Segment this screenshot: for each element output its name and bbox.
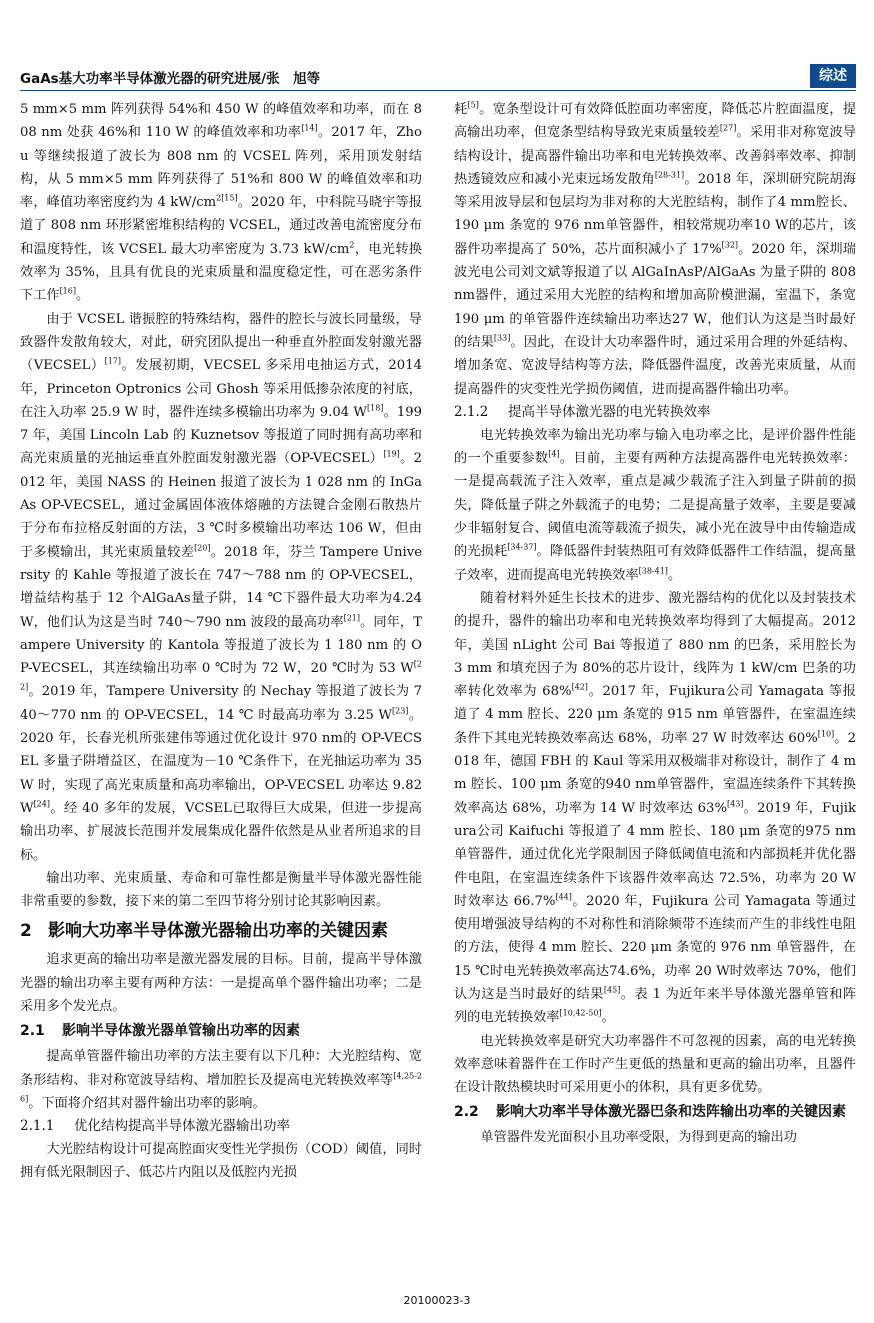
paragraph-vcsel-array: 5 mm×5 mm 阵列获得 54%和 450 W 的峰值效率和功率，而在 808 nm 处获 46%和 110 W 的峰值效率和功率[14]。2017 年，Zhou 等继续报道了波长为 808 nm 的 VCSEL 阵列，采用顶发射结构，从 5 mm×5 mm 阵列获得了 51%和 800 W 的峰值效率和功率，峰值功率密度约为 4 $kW/cm^{2[15]}$。2020 年，中科院马晓宇等报道了 808 nm 环形紧密堆积结构的 VCSEL，通过改善电流密度分布和温度特性，该 VCSEL 最大功率密度为 3.73 $kW/cm^2$，电光转换效率为 35%，且具有优良的光束质量和温度稳定性，可在恶劣条件下工作[16]。 — [20, 102, 422, 304]
section-number: 2 — [20, 921, 32, 942]
right-column — [454, 98, 856, 1278]
page-number: 20100023-3 — [403, 1294, 471, 1307]
paragraph-large-cavity: 大光腔结构设计可提高腔面灾变性光学损伤（COD）阈值，同时拥有低光限制因子、低芯片内阻以及低腔内光损 — [20, 1142, 422, 1181]
paragraph-parameters: 输出功率、光束质量、寿命和可靠性都是衡量半导体激光器性能非常重要的参数，接下来的第二至四节将分别讨论其影响因素。 — [20, 870, 422, 910]
section-heading-2 — [20, 919, 422, 944]
paragraph-bar-stack: 单管器件发光面积小且功率受限，为得到更高的输出功 — [480, 1130, 797, 1146]
subsubsection-heading-2-1-2 — [454, 401, 856, 424]
subsubsection-number: 2.1.2 — [454, 403, 489, 420]
paragraph-single-emitter: 提高单管器件输出功率的方法主要有以下几种：大光腔结构、宽条形结构、非对称宽波导结构、增加腔长及提高电光转换效率等[4,25-26]。下面将介绍其对器件输出功率的影响。 — [20, 1049, 422, 1111]
paragraph-output-power: 追求更高的输出功率是激光器发展的目标。目前，提高半导体激光器的输出功率主要有两种方法：一是提高单个器件输出功率；二是采用多个发光点。 — [20, 952, 422, 1014]
running-header — [20, 64, 856, 90]
subsubsection-title: 提高半导体激光器的电光转换效率 — [508, 403, 711, 420]
left-column — [20, 98, 422, 1278]
subsection-number: 2.2 — [454, 1104, 479, 1121]
subsubsection-number: 2.1.1 — [20, 1118, 55, 1135]
subsection-heading-2-2 — [454, 1101, 856, 1124]
section-title: 影响大功率半导体激光器输出功率的关键因素 — [48, 921, 388, 942]
paragraph-wide-stripe: 耗[5]。宽条型设计可有效降低腔面功率密度，降低芯片腔面温度，提高输出功率，但宽条型结构导致光束质量较差[27]。采用非对称宽波导结构设计，提高器件输出功率和电光转换效率、改善斜率效率、抑制热透镜效应和减小光束远场发散角[28-31]。2018 年，深圳研究院胡海等采用波导层和包层均为非对称的大光腔结构，制作了4 mm腔长、190 μm 条宽的 976 nm单管器件，相较常规功率10 W的芯片，该器件功率提高了 50%，芯片面积减小了 17%[32]。2020 年，深圳瑞波光电公司刘文斌等报道了以 AlGaInAsP/AlGaAs 为量子阱的 808 nm器件，通过采用大光腔的结构和增加高阶模泄漏，室温下，条宽 190 μm 的单管器件连续输出功率达27 W，他们认为这是当时最好的结果[33]。因此，在设计大功率器件时，通过采用合理的外延结构、增加条宽、宽波导结构等方法，降低器件温度，改善光束质量，从而提高器件的灾变性光学损伤阈值，进而提高器件输出功率。 — [454, 100, 856, 397]
subsection-heading-2-1 — [20, 1020, 422, 1043]
paragraph-efficiency-progress: 随着材料外延生长技术的进步、激光器结构的优化以及封装技术的提升，器件的输出功率和电光转换效率均得到了大幅提高。2012 年，美国 nLight 公司 Bai 等报道了 880 nm 的巴条，采用腔长为 3 mm 和填充因子为 80%的芯片设计，线阵为 1 kW/cm 巴条的功率转化效率为 68%[42]。2017 年，Fujikura公司 Yamagata 等报道了 4 mm 腔长、220 μm 条宽的 915 nm 单管器件，在室温连续条件下其电光转换效率高达 68%，功率 27 W 时效率达 60%[10]。2018 年，德国 FBH 的 Kaul 等采用双极端非对称设计，制作了 4 mm 腔长、100 μm 条宽的940 nm单管器件，室温连续条件下其转换效率高达 68%，功率为 14 W 时效率达 63%[43]。2019 年，Fujikura公司 Kaifuchi 等报道了 4 mm 腔长、180 μm 条宽的975 nm单管器件，通过优化光学限制因子降低阈值电流和内部损耗并优化器件电阻，在室温连续条件下该器件效率高达 72.5%，功率为 20 W 时效率达 66.7%[44]。2020 年，Fujikura 公司 Yamagata 等通过使用增强波导结构的不对称性和消除频带不连续而产生的非线性电阻的方法，使得 4 mm 腔长、220 μm 条宽的 976 nm 单管器件，在 15 ℃时电光转换效率高达74.6%，功率 20 W时效率达 70%，他们认为这是当时最好的结果[45]。表 1 为近年来半导体激光器单管和阵列的电光转换效率[10,42-50]。 — [454, 590, 856, 1026]
subsection-title: 影响大功率半导体激光器巴条和迭阵输出功率的关键因素 — [496, 1104, 846, 1121]
paragraph-conversion-efficiency: 电光转换效率为输出光功率与输入电功率之比，是评价器件性能的一个重要参数[4]。目前，主要有两种方法提高器件电光转换效率：一是提高载流子注入效率，重点是减少载流子注入到量子阱前的损失，降低量子阱之外载流子的电势；二是提高量子效率，主要是要减少非辐射复合、阈值电流等载流子损失，减小光在波导中由传输造成的光损耗[34-37]。降低器件封装热阻可有效降低器件工作结温，提高量子效率，进而提高电光转换效率[38-41]。 — [454, 427, 856, 583]
paragraph-efficiency-importance: 电光转换效率是研究大功率器件不可忽视的因素，高的电光转换效率意味着器件在工作时产生更低的热量和更高的输出功率，且器件在设计散热模块时可采用更小的体积，具有更多优势。 — [454, 1033, 856, 1096]
subsubsection-heading-2-1-1 — [20, 1115, 422, 1138]
section-badge: 综述 — [810, 64, 856, 88]
subsection-number: 2.1 — [20, 1023, 45, 1040]
header-rule — [20, 90, 856, 91]
paragraph-vecsel: 由于 VCSEL 谐振腔的特殊结构，器件的腔长与波长同量级，导致器件发散角较大，对此，研究团队提出一种垂直外腔面发射激光器（VECSEL）[17]。发展初期，VECSEL 多采用电抽运方式，2014 年，Princeton Optronics 公司 Ghosh 等采用低掺杂浓度的衬底，在注入功率 25.9 W 时，器件连续多模输出功率为 9.04 W[18]。1997 年，美国 Lincoln Lab 的 Kuznetsov 等报道了同时拥有高功率和高光束质量的光抽运垂直外腔面发射激光器（OP-VECSEL）[19]。2012 年，美国 NASS 的 Heinen 报道了波长为 1 028 nm 的 InGaAs OP-VECSEL，通过金属固体液体熔融的方法键合金刚石散热片于分布布拉格反射面的方法，3 ℃时多模输出功率达 106 W，但由于多模输出，其光束质量较差[20]。2018 年，芬兰 Tampere University 的 Kahle 等报道了波长在 747～788 nm 的 OP-VECSEL，增益结构基于 12 个AlGaAs量子阱，14 ℃下器件最大功率为4.24 W，他们认为这是当时 740～790 nm 波段的最高功率[21]。同年，Tampere University 的 Kantola 等报道了波长为 1 180 nm 的 OP-VECSEL，其连续输出功率 0 ℃时为 72 W，20 ℃时为 53 W[22]。2019 年，Tampere University 的 Nechay 等报道了波长为 740～770 nm 的 OP-VECSEL，14 ℃ 时最高功率为 3.25 W[23]。2020 年，长春光机所张建伟等通过优化设计 970 nm的 OP-VECSEL 多量子阱增益区，在温度为－10 ℃条件下，在光抽运功率为 35 W 时，实现了高光束质量和高功率输出，OP-VECSEL 功率达 9.82 W[24]。经 40 多年的发展，VCSEL已取得巨大成果，但进一步提高输出功率、扩展波长范围并发展集成化器件依然是从业者所追求的目标。 — [20, 311, 422, 863]
subsection-title: 影响半导体激光器单管输出功率的因素 — [62, 1023, 300, 1040]
subsubsection-title: 优化结构提高半导体激光器输出功率 — [74, 1118, 290, 1135]
running-title: GaAs基大功率半导体激光器的研究进展/张 旭等 — [20, 71, 321, 87]
